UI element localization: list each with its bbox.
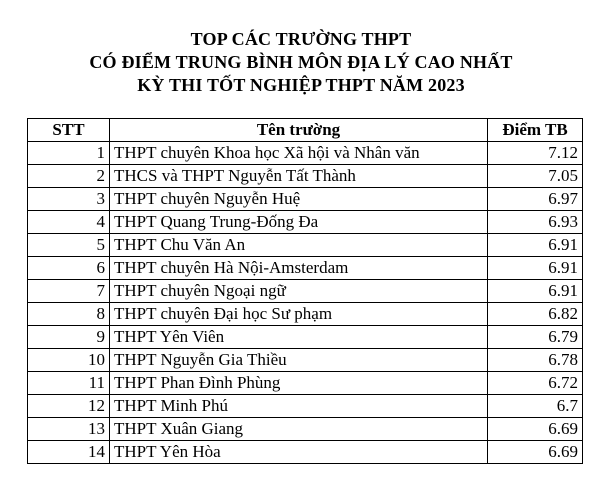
row-school-name-cell: THPT Yên Viên	[110, 326, 488, 349]
row-stt-cell: 6	[28, 257, 110, 280]
row-school-name-cell: THPT Yên Hòa	[110, 441, 488, 464]
table-row	[28, 303, 583, 326]
table-row	[28, 395, 583, 418]
table-row	[28, 211, 583, 234]
row-score-cell: 6.69	[488, 418, 583, 441]
row-school-name-cell: THPT Phan Đình Phùng	[110, 372, 488, 395]
row-score-cell: 6.69	[488, 441, 583, 464]
row-school-name-cell: THPT Chu Văn An	[110, 234, 488, 257]
row-school-name-cell: THPT chuyên Khoa học Xã hội và Nhân văn	[110, 142, 488, 165]
row-stt-cell: 8	[28, 303, 110, 326]
row-stt-cell: 3	[28, 188, 110, 211]
table-header-row	[28, 119, 583, 142]
table-row	[28, 165, 583, 188]
row-score-cell: 6.91	[488, 234, 583, 257]
row-stt-cell: 5	[28, 234, 110, 257]
row-score-cell: 6.91	[488, 257, 583, 280]
row-school-name-cell: THCS và THPT Nguyễn Tất Thành	[110, 165, 488, 188]
row-score-cell: 6.78	[488, 349, 583, 372]
row-score-cell: 6.72	[488, 372, 583, 395]
header-average-score: Điểm TB	[488, 119, 583, 142]
row-school-name-cell: THPT chuyên Ngoại ngữ	[110, 280, 488, 303]
header-stt: STT	[28, 119, 110, 142]
table-row	[28, 372, 583, 395]
table-row	[28, 257, 583, 280]
results-table	[27, 118, 583, 464]
title-line-2: CÓ ĐIỂM TRUNG BÌNH MÔN ĐỊA LÝ CAO NHẤT	[89, 52, 513, 72]
header-school-name: Tên trường	[110, 119, 488, 142]
row-stt-cell: 12	[28, 395, 110, 418]
row-school-name-cell: THPT Quang Trung-Đống Đa	[110, 211, 488, 234]
row-stt-cell: 14	[28, 441, 110, 464]
row-school-name-cell: THPT Nguyễn Gia Thiều	[110, 349, 488, 372]
table-row	[28, 142, 583, 165]
title-line-1: TOP CÁC TRƯỜNG THPT	[190, 29, 412, 49]
row-score-cell: 6.93	[488, 211, 583, 234]
row-stt-cell: 1	[28, 142, 110, 165]
row-school-name-cell: THPT Xuân Giang	[110, 418, 488, 441]
row-score-cell: 6.91	[488, 280, 583, 303]
row-stt-cell: 7	[28, 280, 110, 303]
row-score-cell: 6.7	[488, 395, 583, 418]
row-school-name-cell: THPT chuyên Hà Nội-Amsterdam	[110, 257, 488, 280]
title-block	[0, 28, 602, 97]
row-score-cell: 7.05	[488, 165, 583, 188]
row-school-name-cell: THPT Minh Phú	[110, 395, 488, 418]
row-score-cell: 7.12	[488, 142, 583, 165]
row-stt-cell: 10	[28, 349, 110, 372]
row-score-cell: 6.79	[488, 326, 583, 349]
title-line-3: KỲ THI TỐT NGHIỆP THPT NĂM 2023	[137, 75, 465, 95]
row-stt-cell: 9	[28, 326, 110, 349]
row-school-name-cell: THPT chuyên Đại học Sư phạm	[110, 303, 488, 326]
table-row	[28, 326, 583, 349]
table-body	[28, 142, 583, 464]
table-row	[28, 441, 583, 464]
row-stt-cell: 11	[28, 372, 110, 395]
row-score-cell: 6.82	[488, 303, 583, 326]
row-score-cell: 6.97	[488, 188, 583, 211]
table-row	[28, 234, 583, 257]
row-stt-cell: 4	[28, 211, 110, 234]
table-row	[28, 280, 583, 303]
row-stt-cell: 2	[28, 165, 110, 188]
table-row	[28, 188, 583, 211]
table-row	[28, 349, 583, 372]
table-row	[28, 418, 583, 441]
row-school-name-cell: THPT chuyên Nguyễn Huệ	[110, 188, 488, 211]
row-stt-cell: 13	[28, 418, 110, 441]
